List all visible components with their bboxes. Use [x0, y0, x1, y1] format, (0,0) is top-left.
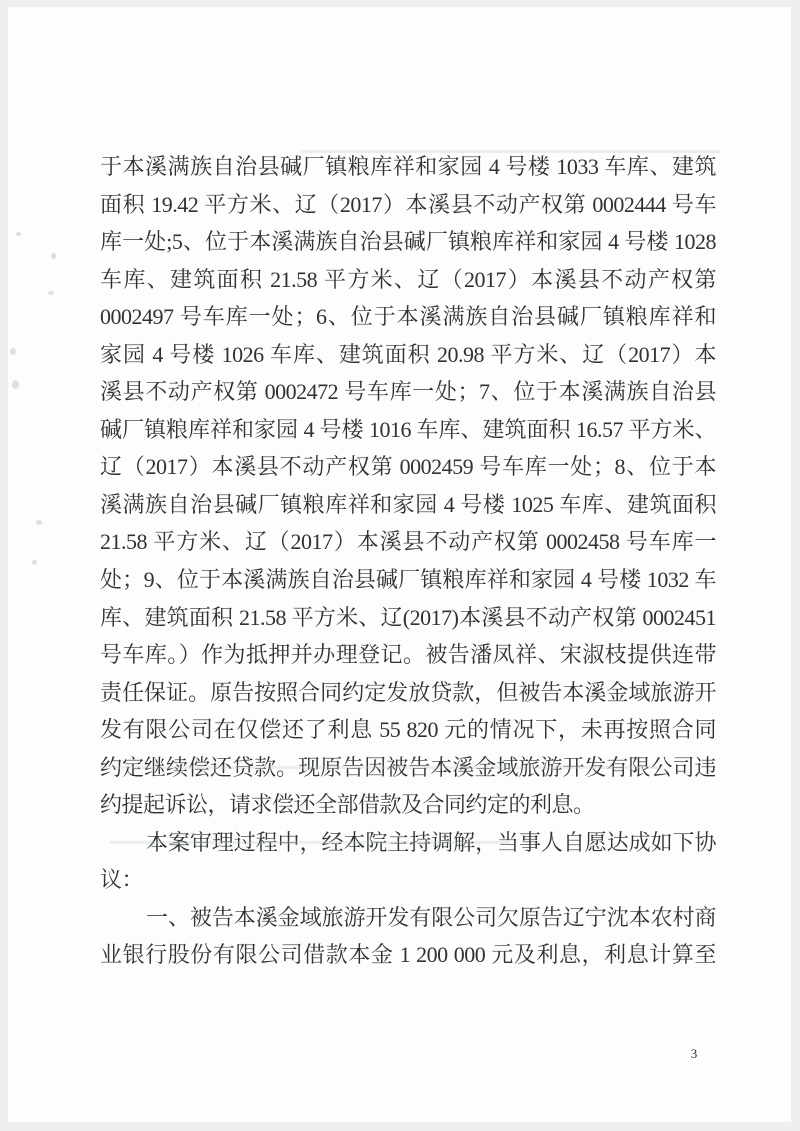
- text-line: 责任保证。原告按照合同约定发放贷款，但被告本溪金域旅游开: [100, 679, 716, 705]
- page-number: 3: [690, 1046, 698, 1061]
- text-line: 库一处;5、位于本溪满族自治县碱厂镇粮库祥和家园 4 号楼 1028: [100, 229, 716, 255]
- text-line: 溪县不动产权第 0002472 号车库一处；7、位于本溪满族自治县: [100, 379, 716, 405]
- text-line: 溪满族自治县碱厂镇粮库祥和家园 4 号楼 1025 车库、建筑面积: [100, 491, 716, 517]
- text-line: 碱厂镇粮库祥和家园 4 号楼 1016 车库、建筑面积 16.57 平方米、: [100, 416, 716, 442]
- text-line: 家园 4 号楼 1026 车库、建筑面积 20.98 平方米、辽（2017）本: [100, 341, 716, 367]
- text-line: 21.58 平方米、辽（2017）本溪县不动产权第 0002458 号车库一: [100, 529, 716, 555]
- text-line-paragraph-start: 本案审理过程中，经本院主持调解，当事人自愿达成如下协: [146, 829, 716, 855]
- text-line: 处；9、位于本溪满族自治县碱厂镇粮库祥和家园 4 号楼 1032 车: [100, 567, 716, 593]
- document-body-text: [100, 148, 716, 974]
- text-line-paragraph-start: 一、被告本溪金域旅游开发有限公司欠原告辽宁沈本农村商: [146, 904, 716, 930]
- text-line: 业银行股份有限公司借款本金 1 200 000 元及利息，利息计算至: [100, 942, 716, 968]
- text-line: 发有限公司在仅偿还了利息 55 820 元的情况下，未再按照合同: [100, 717, 716, 743]
- text-line: 约定继续偿还贷款。现原告因被告本溪金域旅游开发有限公司违: [100, 754, 716, 780]
- text-line: 辽（2017）本溪县不动产权第 0002459 号车库一处；8、位于本: [100, 454, 716, 480]
- text-line: 0002497 号车库一处；6、位于本溪满族自治县碱厂镇粮库祥和: [100, 304, 716, 330]
- text-line-paragraph-end: 约提起诉讼，请求偿还全部借款及合同约定的利息。: [100, 792, 595, 818]
- text-line-paragraph-end: 议：: [100, 867, 144, 893]
- text-line: 面积 19.42 平方米、辽（2017）本溪县不动产权第 0002444 号车: [100, 191, 716, 217]
- text-line: 于本溪满族自治县碱厂镇粮库祥和家园 4 号楼 1033 车库、建筑: [100, 154, 716, 179]
- text-line: 库、建筑面积 21.58 平方米、辽(2017)本溪县不动产权第 0002451: [100, 604, 716, 630]
- text-line: 车库、建筑面积 21.58 平方米、辽（2017）本溪县不动产权第: [100, 266, 716, 292]
- text-line: 号车库。）作为抵押并办理登记。被告潘凤祥、宋淑枝提供连带: [100, 642, 716, 668]
